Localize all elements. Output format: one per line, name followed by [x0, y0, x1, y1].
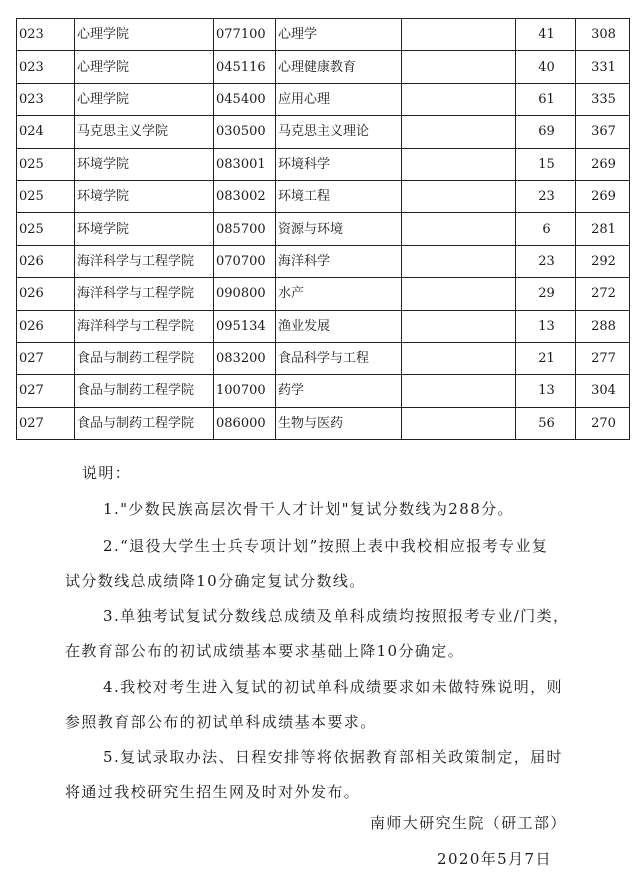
- note-3-line-2: 在教育部公布的初试成绩基本要求基础上降10分确定。: [65, 642, 465, 660]
- cell-college-code: 025: [17, 180, 75, 212]
- note-5-line-1: 5.复试录取办法、日程安排等将依据教育部相关政策制定，届时: [103, 748, 563, 766]
- cell-count: 69: [516, 116, 576, 148]
- cell-count: 40: [516, 51, 576, 83]
- cell-college-code: 027: [17, 407, 75, 439]
- cell-college-code: 024: [17, 116, 75, 148]
- cell-count: 56: [516, 407, 576, 439]
- cell-score: 288: [576, 310, 630, 342]
- cell-college-name: 环境学院: [75, 180, 214, 212]
- cell-major-name: 海洋科学: [276, 245, 402, 277]
- cell-college-name: 海洋科学与工程学院: [75, 245, 214, 277]
- cell-major-name: 心理健康教育: [276, 51, 402, 83]
- cell-college-code: 027: [17, 375, 75, 407]
- note-4-line-2: 参照教育部公布的初试单科成绩基本要求。: [65, 713, 377, 731]
- cell-major-name: 渔业发展: [276, 310, 402, 342]
- cell-major-code: 045400: [214, 83, 276, 115]
- cell-college-name: 食品与制药工程学院: [75, 342, 214, 374]
- cell-count: 13: [516, 310, 576, 342]
- cell-major-code: 083200: [214, 342, 276, 374]
- cell-score: 272: [576, 278, 630, 310]
- cell-college-name: 马克思主义学院: [75, 116, 214, 148]
- cell-college-code: 026: [17, 245, 75, 277]
- cell-major-name: 生物与医药: [276, 407, 402, 439]
- cell-score: 277: [576, 342, 630, 374]
- cell-college-code: 027: [17, 342, 75, 374]
- cell-major-name: 药学: [276, 375, 402, 407]
- note-4-line-1: 4.我校对考生进入复试的初试单科成绩要求如未做特殊说明，则: [103, 678, 563, 696]
- cell-score: 269: [576, 180, 630, 212]
- cell-major-name: 应用心理: [276, 83, 402, 115]
- cell-college-code: 025: [17, 213, 75, 245]
- cell-score: 292: [576, 245, 630, 277]
- cell-college-name: 环境学院: [75, 213, 214, 245]
- cell-count: 15: [516, 148, 576, 180]
- note-2-line-1: 2.“退役大学生士兵专项计划”按照上表中我校相应报考专业复: [103, 537, 549, 555]
- cell-count: 21: [516, 342, 576, 374]
- cell-score: 308: [576, 19, 630, 51]
- cell-major-code: 085700: [214, 213, 276, 245]
- cell-college-name: 食品与制药工程学院: [75, 407, 214, 439]
- cell-major-name: 环境科学: [276, 148, 402, 180]
- cell-major-code: 045116: [214, 51, 276, 83]
- cell-major-code: 090800: [214, 278, 276, 310]
- cell-count: 29: [516, 278, 576, 310]
- note-1: 1."少数民族高层次骨干人才计划"复试分数线为288分。: [103, 500, 514, 518]
- signature-date: 2020年5月7日: [437, 850, 552, 868]
- cell-college-name: 心理学院: [75, 19, 214, 51]
- note-2-line-2: 试分数线总成绩降10分确定复试分数线。: [65, 572, 366, 590]
- cell-college-name: 心理学院: [75, 83, 214, 115]
- cell-college-name: 海洋科学与工程学院: [75, 310, 214, 342]
- cell-count: 23: [516, 245, 576, 277]
- cell-major-name: 心理学: [276, 19, 402, 51]
- cell-college-code: 026: [17, 310, 75, 342]
- cell-major-code: 077100: [214, 19, 276, 51]
- cell-score: 269: [576, 148, 630, 180]
- cell-count: 61: [516, 83, 576, 115]
- cell-count: 23: [516, 180, 576, 212]
- cell-count: 41: [516, 19, 576, 51]
- cell-count: 13: [516, 375, 576, 407]
- cell-major-name: 环境工程: [276, 180, 402, 212]
- cell-score: 335: [576, 83, 630, 115]
- cell-major-code: 086000: [214, 407, 276, 439]
- cell-major-code: 030500: [214, 116, 276, 148]
- cell-major-code: 083001: [214, 148, 276, 180]
- cell-major-code: 070700: [214, 245, 276, 277]
- cell-count: 6: [516, 213, 576, 245]
- cell-major-name: 资源与环境: [276, 213, 402, 245]
- cell-college-code: 023: [17, 19, 75, 51]
- cell-college-code: 026: [17, 278, 75, 310]
- cell-major-code: 100700: [214, 375, 276, 407]
- signature-org: 南师大研究生院（研工部）: [370, 814, 567, 832]
- cell-score: 304: [576, 375, 630, 407]
- cell-score: 367: [576, 116, 630, 148]
- cell-college-name: 环境学院: [75, 148, 214, 180]
- cell-score: 331: [576, 51, 630, 83]
- cell-college-name: 海洋科学与工程学院: [75, 278, 214, 310]
- cell-college-name: 心理学院: [75, 51, 214, 83]
- cell-major-name: 水产: [276, 278, 402, 310]
- cell-score: 270: [576, 407, 630, 439]
- note-3-line-1: 3.单独考试复试分数线总成绩及单科成绩均按照报考专业/门类，: [103, 607, 570, 625]
- cell-college-code: 025: [17, 148, 75, 180]
- cell-score: 281: [576, 213, 630, 245]
- cell-major-name: 马克思主义理论: [276, 116, 402, 148]
- notes-heading: 说明：: [82, 464, 132, 482]
- cell-college-name: 食品与制药工程学院: [75, 375, 214, 407]
- cell-major-code: 083002: [214, 180, 276, 212]
- note-5-line-2: 将通过我校研究生招生网及时对外发布。: [65, 783, 361, 801]
- cell-major-code: 095134: [214, 310, 276, 342]
- cell-major-name: 食品科学与工程: [276, 342, 402, 374]
- cell-college-code: 023: [17, 51, 75, 83]
- cell-college-code: 023: [17, 83, 75, 115]
